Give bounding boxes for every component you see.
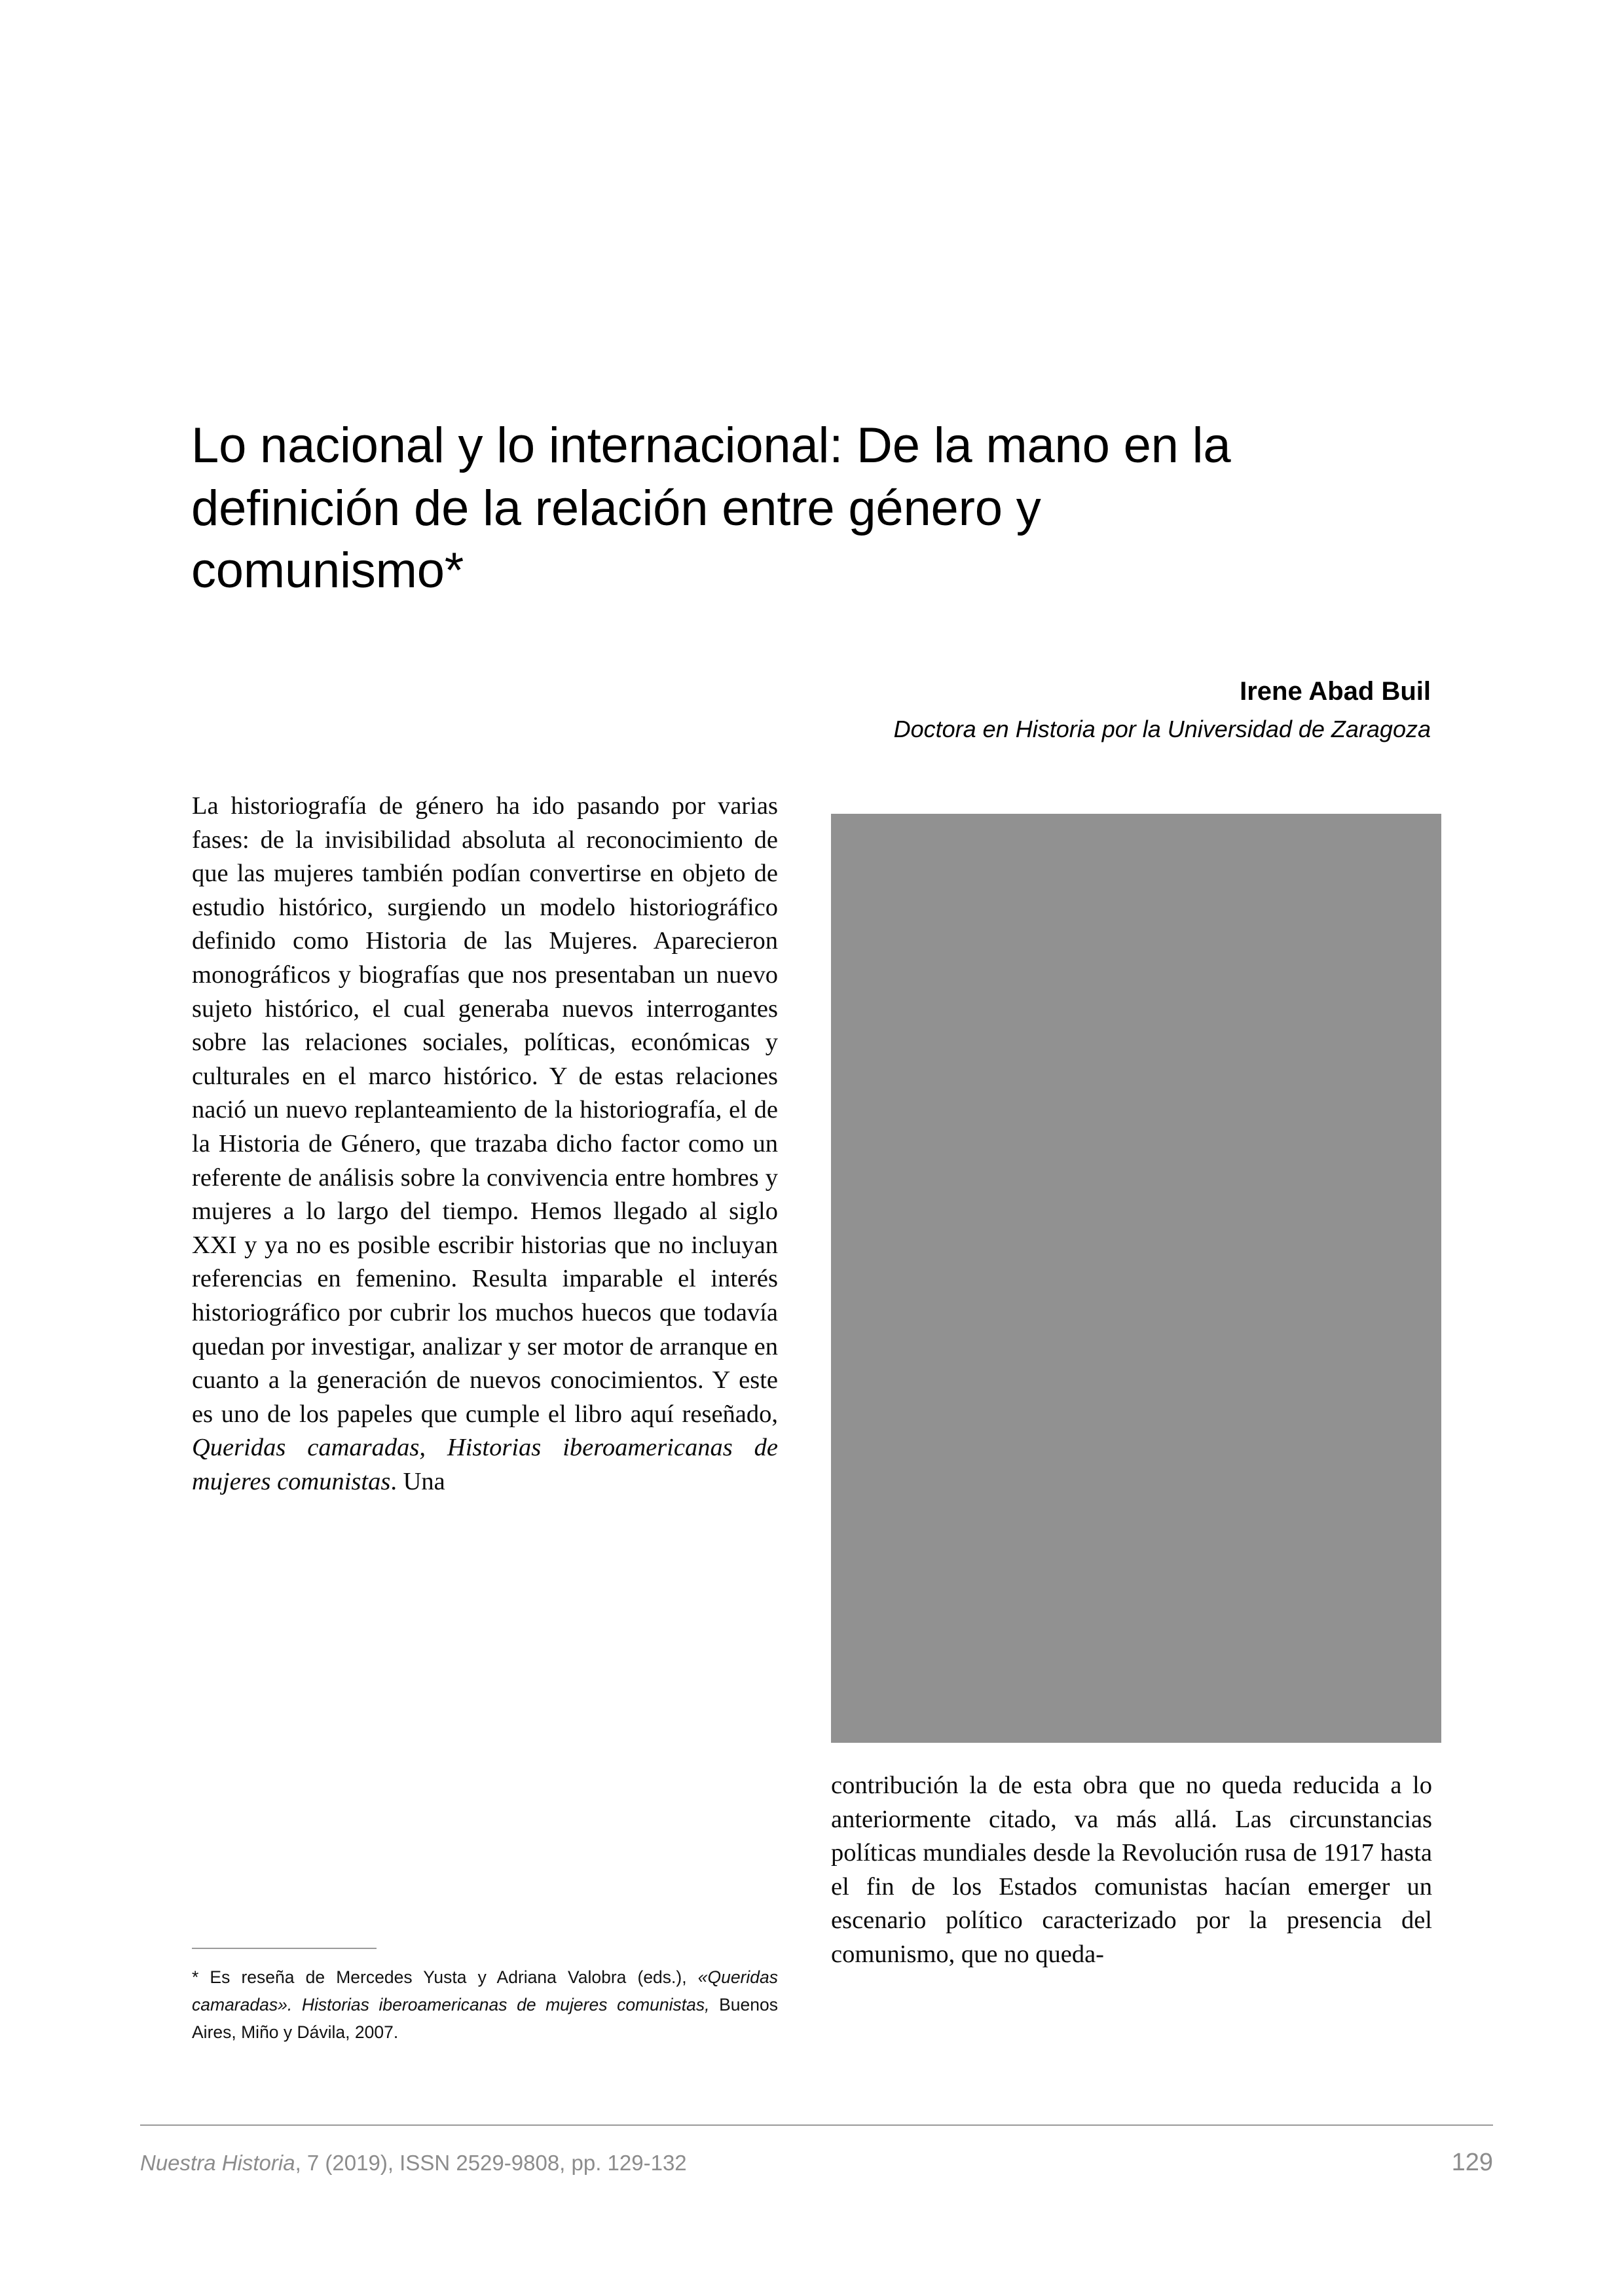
footnote-text: * Es reseña de Mercedes Yusta y Adriana Valobra (eds.), «Queridas camaradas». Historias iberoamericanas de mujeres comunistas, Buenos Aires, Miño y Dávila, 2007.: [192, 1967, 778, 2042]
page-footer: [140, 2149, 1493, 2177]
page-number: 129: [1451, 2149, 1493, 2176]
body-column-left: [192, 790, 778, 1499]
body-column-right: [831, 1769, 1432, 1972]
footnote-block: [192, 1948, 778, 2046]
footer-separator-rule: [140, 2124, 1493, 2126]
page-title: Lo nacional y lo internacional: De la mano en la definición de la relación entre género y comunismo*: [191, 417, 1231, 599]
body-paragraph-right: contribución la de esta obra que no queda reducida a lo anteriormente citado, va más allá. Las circunstancias políticas mundiales desde la Revolución rusa de 1917 hasta el fin de los Estados comunistas hacían emerger un escenario político caracterizado por la presencia del comunismo, que no queda-: [831, 1772, 1432, 1968]
body-paragraph-left: La historiografía de género ha ido pasando por varias fases: de la invisibilidad absoluta al reconocimiento de que las mujeres también podían convertirse en objeto de estudio histórico, surgiendo un modelo historiográfico definido como Historia de las Mujeres. Aparecieron monográficos y biografías que nos presentaban un nuevo sujeto histórico, el cual generaba nuevos interrogantes sobre las relaciones sociales, políticas, económicas y culturales en el marco histórico. Y de estas relaciones nació un nuevo replanteamiento de la historiografía, el de la Historia de Género, que trazaba dicho factor como un referente de análisis sobre la convivencia entre hombres y mujeres a lo largo del tiempo. Hemos llegado al siglo XXI y ya no es posible escribir historias que no incluyan referencias en femenino. Resulta imparable el interés historiográfico por cubrir los muchos huecos que todavía quedan por investigar, analizar y ser motor de arranque en cuanto a la generación de nuevos conocimientos. Y este es uno de los papeles que cumple el libro aquí reseñado, Queridas camaradas, Historias iberoamericanas de mujeres comunistas. Una: [192, 792, 778, 1495]
author-block: [514, 674, 1431, 746]
author-name: Irene Abad Buil: [1240, 677, 1431, 706]
figure-image-placeholder: [831, 814, 1441, 1743]
footnote-separator-rule: [192, 1948, 377, 1949]
author-affiliation: Doctora en Historia por la Universidad de Zaragoza: [893, 716, 1431, 742]
footer-citation: Nuestra Historia, 7 (2019), ISSN 2529-9808, pp. 129-132: [140, 2151, 687, 2175]
